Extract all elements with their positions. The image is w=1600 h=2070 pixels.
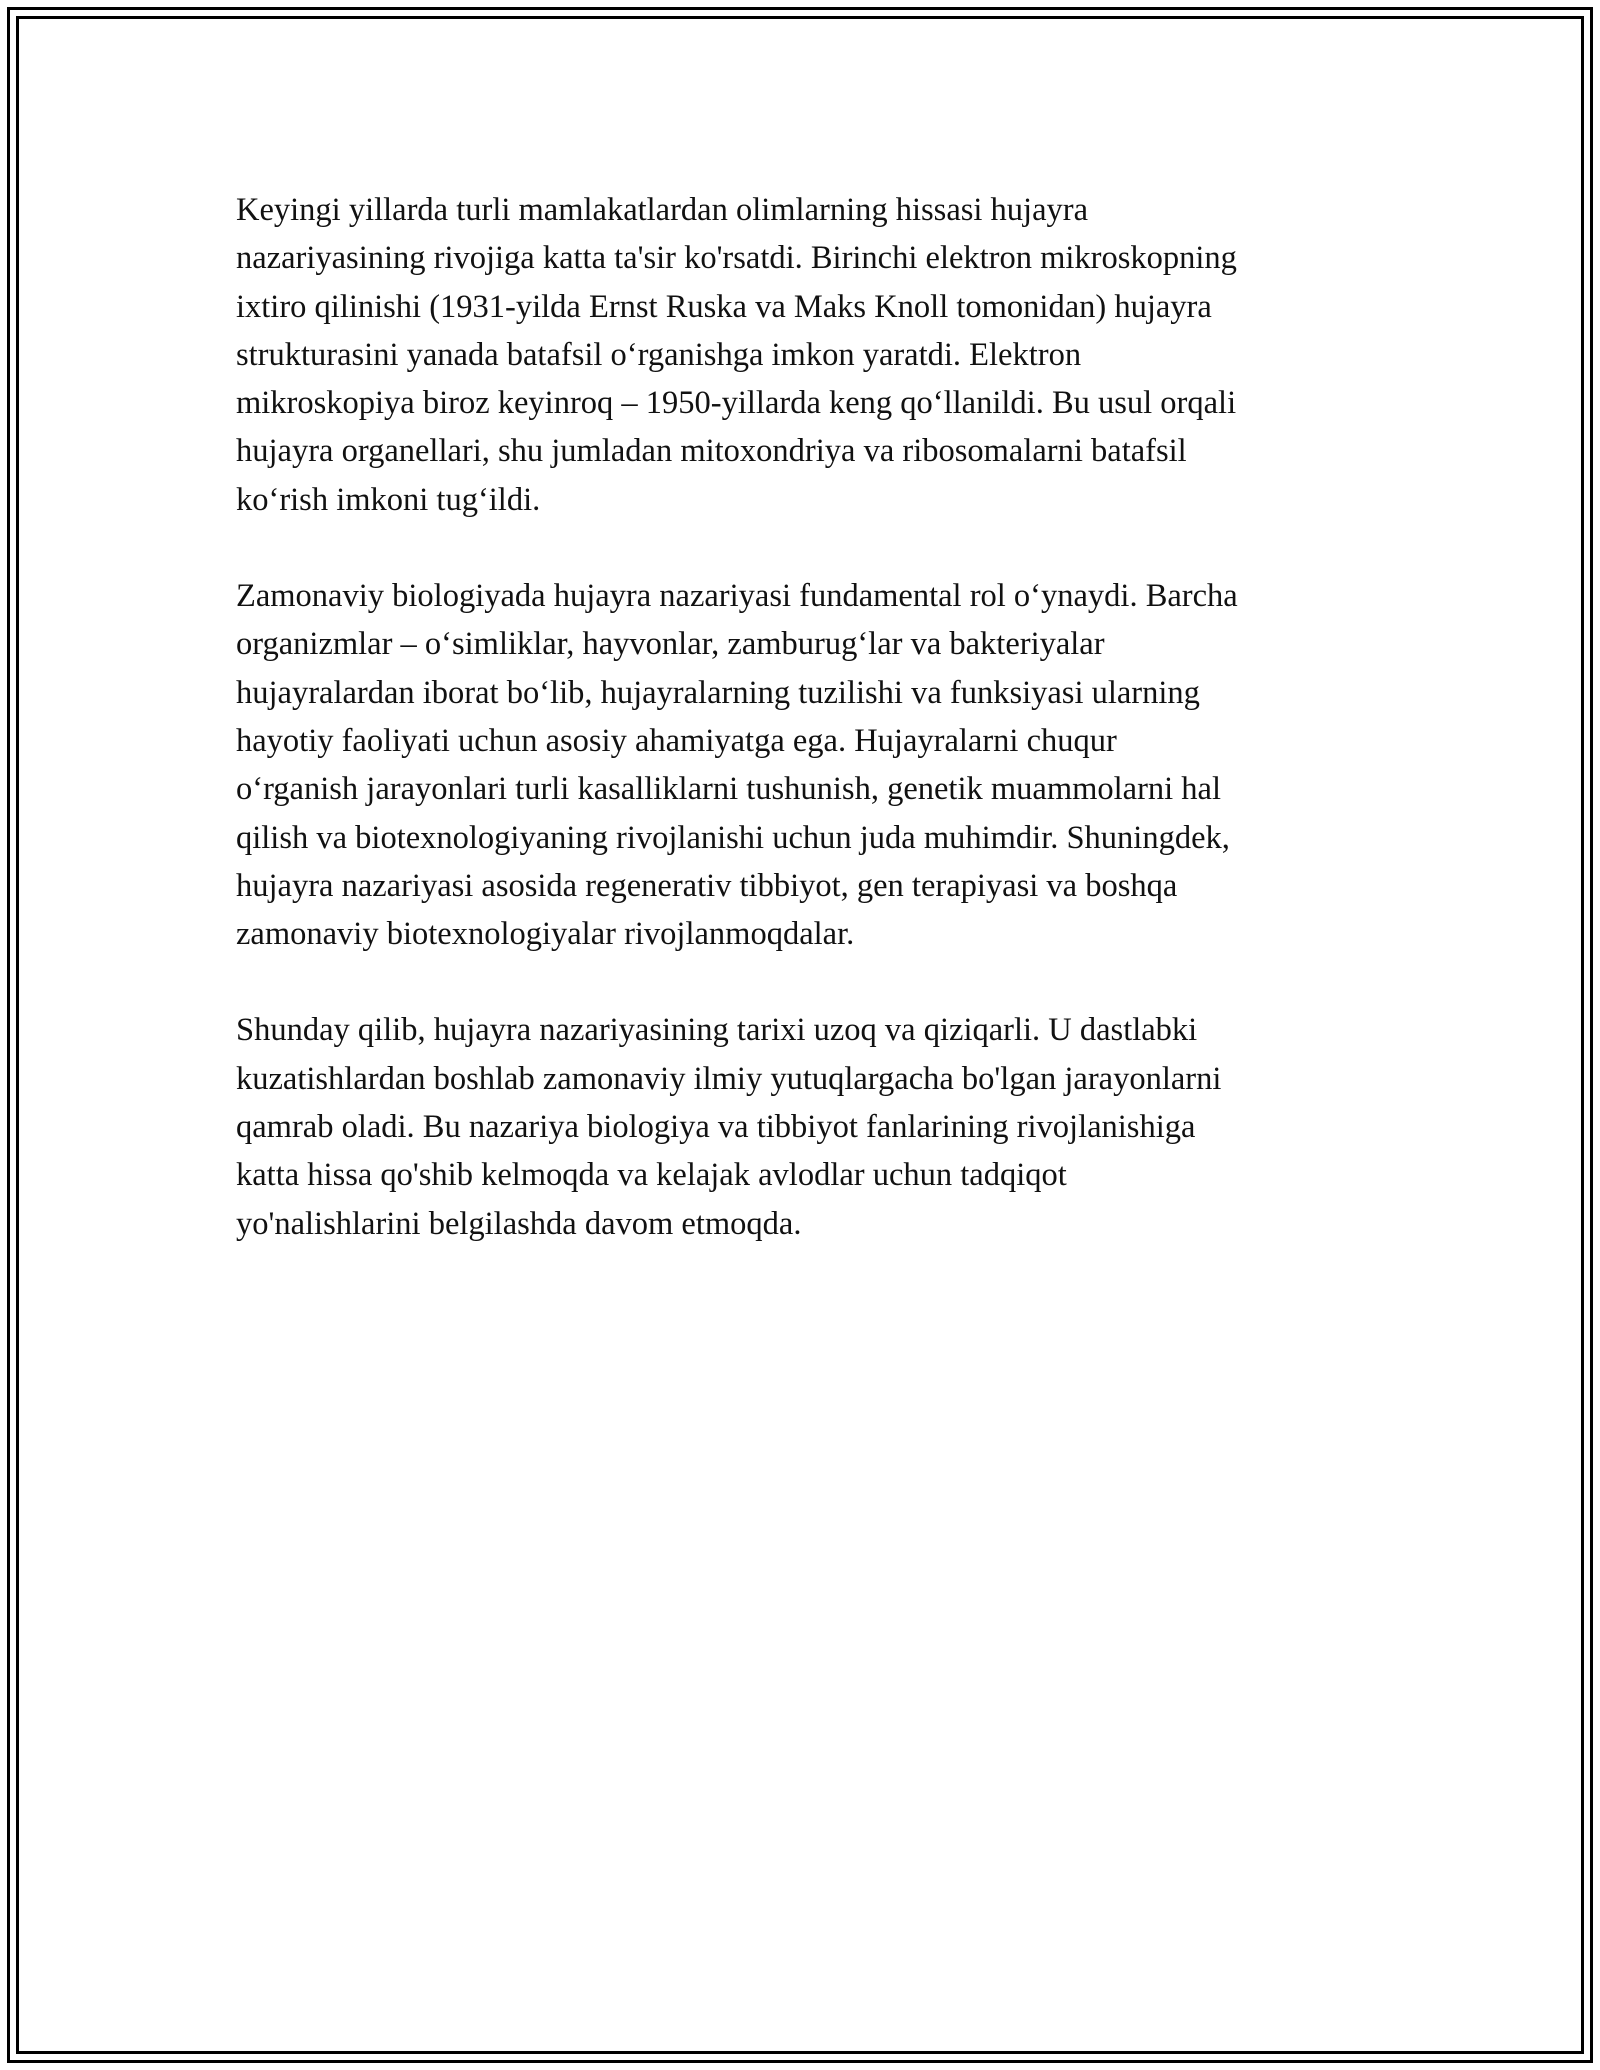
text-line: hujayralardan iborat bo‘lib, hujayralarning tuzilishi va funksiyasi ularning bbox=[236, 674, 1200, 711]
text-line: kuzatishlardan boshlab zamonaviy ilmiy yutuqlargacha bo'lgan jarayonlarni bbox=[236, 1060, 1222, 1097]
text-line: yo'nalishlarini belgilashda davom etmoqda. bbox=[236, 1205, 802, 1242]
text-line: strukturasini yanada batafsil o‘rganishga imkon yaratdi. Elektron bbox=[236, 336, 1082, 373]
text-line: o‘rganish jarayonlari turli kasalliklarni tushunish, genetik muammolarni hal bbox=[236, 771, 1222, 808]
text-line: organizmlar – o‘simliklar, hayvonlar, zamburug‘lar va bakteriyalar bbox=[236, 626, 1105, 663]
text-line: ixtiro qilinishi (1931-yilda Ernst Ruska va Maks Knoll tomonidan) hujayra bbox=[236, 288, 1212, 325]
text-line: mikroskopiya biroz keyinroq – 1950-yillarda keng qo‘llanildi. Bu usul orqali bbox=[236, 385, 1237, 422]
text-line: hujayra organellari, shu jumladan mitoxondriya va ribosomalarni batafsil bbox=[236, 433, 1187, 470]
text-line: nazariyasining rivojiga katta ta'sir ko'rsatdi. Birinchi elektron mikroskopning bbox=[236, 240, 1237, 277]
text-line: ko‘rish imkoni tug‘ildi. bbox=[236, 481, 541, 518]
text-line: qilish va biotexnologiyaning rivojlanishi uchun juda muhimdir. Shuningdek, bbox=[236, 819, 1230, 856]
text-line: hayotiy faoliyati uchun asosiy ahamiyatga ega. Hujayralarni chuqur bbox=[236, 722, 1117, 759]
text-line: hujayra nazariyasi asosida regenerativ tibbiyot, gen terapiyasi va boshqa bbox=[236, 867, 1178, 904]
text-line: zamonaviy biotexnologiyalar rivojlanmoqdalar. bbox=[236, 916, 855, 953]
text-line: qamrab oladi. Bu nazariya biologiya va tibbiyot fanlarining rivojlanishiga bbox=[236, 1109, 1196, 1146]
document-body bbox=[236, 186, 1376, 1296]
text-line: Keyingi yillarda turli mamlakatlardan olimlarning hissasi hujayra bbox=[236, 192, 1088, 228]
paragraph-1 bbox=[236, 186, 1376, 524]
paragraph-2 bbox=[236, 572, 1376, 958]
text-line: Zamonaviy biologiyada hujayra nazariyasi fundamental rol o‘ynaydi. Barcha bbox=[236, 578, 1238, 615]
paragraph-3 bbox=[236, 1006, 1376, 1247]
text-line: katta hissa qo'shib kelmoqda va kelajak avlodlar uchun tadqiqot bbox=[236, 1157, 1067, 1194]
text-line: Shunday qilib, hujayra nazariyasining tarixi uzoq va qiziqarli. U dastlabki bbox=[236, 1012, 1198, 1049]
